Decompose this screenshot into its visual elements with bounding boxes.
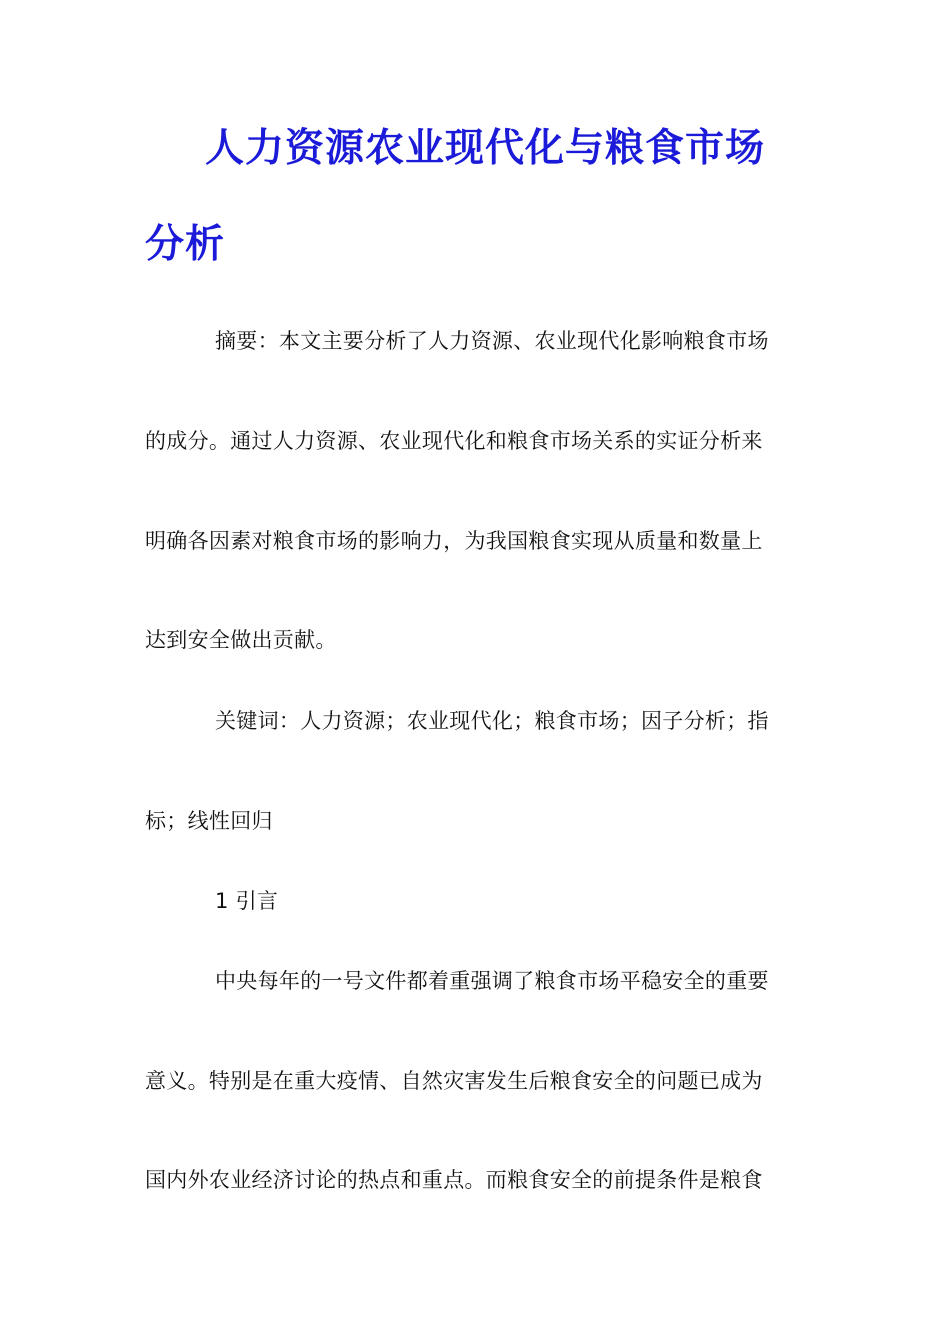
abstract-line-4: 达到安全做出贡献。 [145, 628, 337, 652]
abstract-line-3: 明确各因素对粮食市场的影响力，为我国粮食实现从质量和数量上 [145, 529, 763, 553]
keywords-line-1: 关键词：人力资源；农业现代化；粮食市场；因子分析；指 [215, 709, 769, 733]
section-heading: 1 引言 [215, 889, 279, 913]
keywords-line-2: 标；线性回归 [145, 809, 273, 833]
document-title-line-2: 分析 [145, 222, 226, 267]
body-line-2: 意义。特别是在重大疫情、自然灾害发生后粮食安全的问题已成为 [145, 1069, 763, 1093]
body-line-1: 中央每年的一号文件都着重强调了粮食市场平稳安全的重要 [215, 969, 769, 993]
abstract-line-1: 摘要：本文主要分析了人力资源、农业现代化影响粮食市场 [215, 329, 769, 353]
abstract-line-2: 的成分。通过人力资源、农业现代化和粮食市场关系的实证分析来 [145, 429, 763, 453]
body-line-3: 国内外农业经济讨论的热点和重点。而粮食安全的前提条件是粮食 [145, 1168, 763, 1192]
document-title-line-1: 人力资源农业现代化与粮食市场 [205, 126, 766, 171]
